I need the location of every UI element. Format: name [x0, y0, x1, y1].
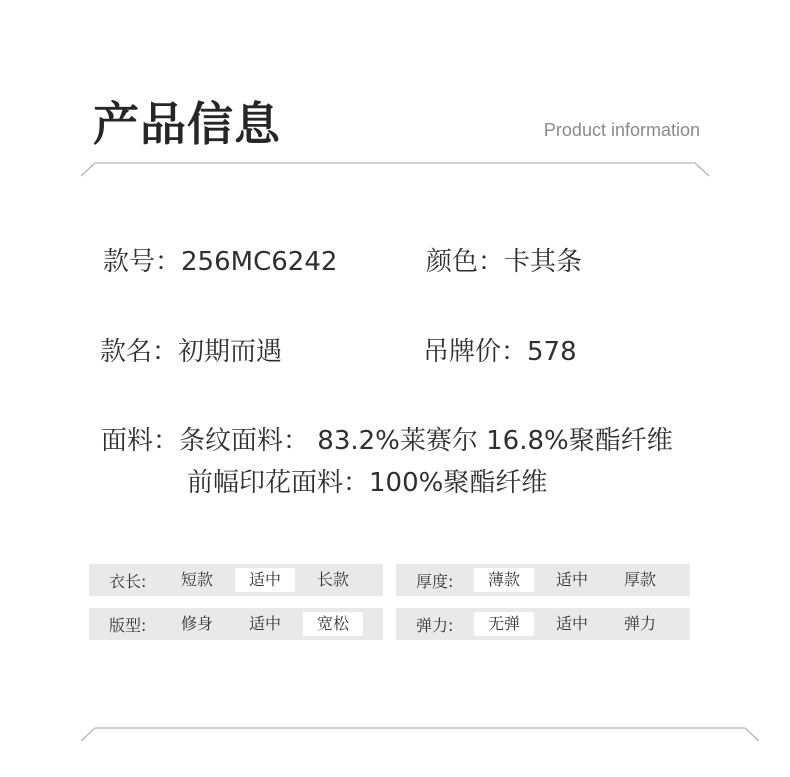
style-name-label: 款名：: [100, 337, 179, 367]
color-row: [426, 241, 582, 278]
fabric-row-2: [187, 462, 547, 499]
attr-stretch-option-stretch: 弹力: [623, 614, 656, 633]
style-name-value: 初期而遇: [178, 337, 283, 367]
color-label: 颜色：: [426, 247, 505, 277]
attr-length-panel: [89, 564, 383, 596]
attr-stretch-label: 弹力:: [416, 615, 454, 635]
attr-stretch-panel: [396, 608, 690, 640]
page-title: 产品信息: [93, 97, 281, 151]
attr-fit-option-slim: 修身: [180, 614, 213, 633]
fabric-label: 面料：: [101, 426, 180, 456]
footer-divider: [80, 725, 760, 743]
fabric-line-2: 前幅印花面料：100%聚酯纤维: [187, 468, 548, 498]
price-value: 578: [527, 337, 577, 367]
attr-fit-panel: [89, 608, 383, 640]
attr-stretch-option-medium: 适中: [555, 614, 588, 633]
style-name-row: [100, 331, 282, 368]
style-number-row: [103, 241, 337, 278]
attr-length-option-long: 长款: [316, 570, 349, 589]
attr-thickness-option-thin: 薄款: [474, 568, 534, 592]
page-subtitle: Product information: [543, 120, 700, 140]
color-value: 卡其条: [504, 247, 583, 277]
fabric-line-1: 条纹面料： 83.2%莱赛尔 16.8%聚酯纤维: [179, 426, 673, 456]
style-number-label: 款号：: [103, 247, 182, 277]
attr-thickness-option-thick: 厚款: [623, 570, 656, 589]
attr-fit-option-regular: 适中: [248, 614, 281, 633]
price-row: [423, 331, 577, 368]
attr-fit-label: 版型:: [109, 615, 147, 635]
fabric-row: [101, 420, 673, 457]
attr-stretch-option-none: 无弹: [474, 612, 534, 636]
attr-length-option-short: 短款: [180, 570, 213, 589]
attr-thickness-panel: [396, 564, 690, 596]
header-divider: [80, 160, 710, 178]
attr-length-option-medium: 适中: [235, 568, 295, 592]
attr-thickness-label: 厚度:: [416, 571, 454, 591]
attr-thickness-option-medium: 适中: [555, 570, 588, 589]
price-label: 吊牌价：: [423, 337, 528, 367]
attr-fit-option-loose: 宽松: [303, 612, 363, 636]
style-number-value: 256MC6242: [181, 247, 338, 277]
attr-length-label: 衣长:: [109, 571, 147, 591]
